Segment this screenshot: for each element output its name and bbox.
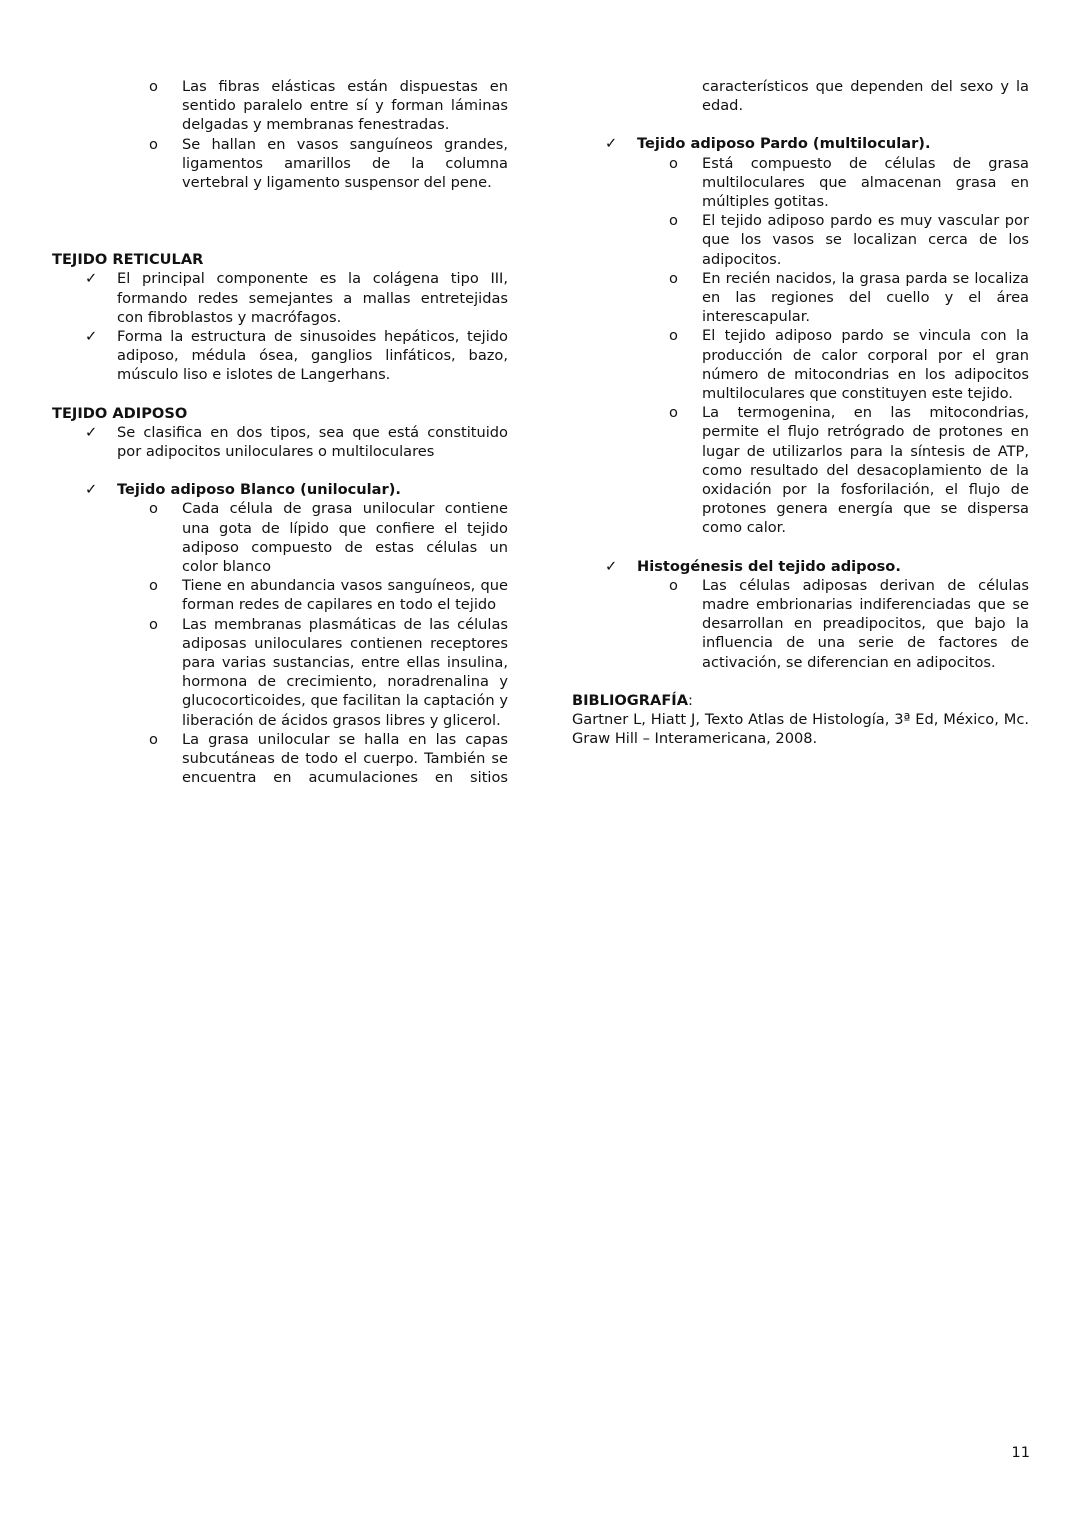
list-item-text: La grasa unilocular se halla en las capas subcutáneas de todo el cuerpo. También se encuentra en acumulaciones en sitios — [182, 730, 508, 787]
list-item-text: Las células adiposas derivan de células madre embrionarias indiferenciadas que se desarrollan en preadipocitos, que bajo la influencia de una serie de factores de activación, se diferencian en adipocitos. — [702, 576, 1029, 671]
circle-bullet-icon: o — [149, 78, 158, 95]
list-item-text: Las fibras elásticas están dispuestas en sentido paralelo entre sí y forman láminas delgadas y membranas fenestradas. — [182, 78, 508, 134]
section-heading-adiposo: TEJIDO ADIPOSO — [52, 404, 188, 422]
check-bullet-icon: ✓ — [605, 135, 618, 153]
list-item-text: Se hallan en vasos sanguíneos grandes, ligamentos amarillos de la columna vertebral y ligamento suspensor del pene. — [182, 135, 508, 192]
check-bullet-icon: ✓ — [85, 270, 98, 288]
list-item — [52, 77, 508, 135]
list-item — [52, 499, 508, 576]
subsection-heading-pardo — [572, 134, 1029, 153]
list-item-text: Se clasifica en dos tipos, sea que está constituido por adipocitos uniloculares o multiloculares — [117, 423, 508, 461]
list-item-text: Está compuesto de células de grasa multiloculares que almacenan grasa en múltiples gotitas. — [702, 154, 1029, 211]
check-bullet-icon: ✓ — [85, 328, 98, 346]
page-number: 11 — [1011, 1444, 1030, 1461]
list-item-text: En recién nacidos, la grasa parda se localiza en las regiones del cuello y el área interescapular. — [702, 269, 1029, 326]
list-item — [52, 615, 508, 730]
subsection-title: Histogénesis del tejido adiposo. — [637, 557, 901, 575]
right-column — [572, 77, 1029, 749]
list-item — [52, 327, 508, 385]
list-item-text: Forma la estructura de sinusoides hepáticos, tejido adiposo, médula ósea, ganglios linfáticos, bazo, músculo liso e islotes de Langerhans. — [117, 328, 508, 384]
bibliography-title: BIBLIOGRAFÍA — [572, 691, 689, 709]
circle-bullet-icon: o — [669, 404, 678, 422]
section-heading-reticular: TEJIDO RETICULAR — [52, 251, 204, 269]
circle-bullet-icon: o — [149, 615, 158, 633]
circle-bullet-icon: o — [669, 269, 678, 287]
subsection-heading-histogenesis — [572, 557, 1029, 576]
list-item-text: El tejido adiposo pardo es muy vascular por que los vasos se localizan cerca de los adipocitos. — [702, 212, 1029, 268]
subsection-title: Tejido adiposo Blanco (unilocular). — [117, 481, 401, 499]
circle-bullet-icon: o — [669, 212, 678, 230]
list-item — [52, 135, 508, 193]
list-item — [52, 576, 508, 614]
list-item — [572, 403, 1029, 537]
list-item — [572, 326, 1029, 403]
list-item-text: El principal componente es la colágena tipo III, formando redes semejantes a mallas entretejidas con fibroblastos y macrófagos. — [117, 270, 508, 326]
list-item — [572, 576, 1029, 672]
circle-bullet-icon: o — [669, 576, 678, 594]
check-bullet-icon: ✓ — [605, 557, 618, 575]
list-item-text: Las membranas plasmáticas de las células adiposas uniloculares contienen receptores para varias sustancias, entre ellas insulina, hormona de crecimiento, noradrenalina y glucocorticoides, que facilitan la captación y liberación de ácidos grasos libres y glicerol. — [182, 615, 508, 729]
check-bullet-icon: ✓ — [85, 423, 98, 441]
list-item — [52, 730, 508, 788]
left-column — [52, 77, 508, 788]
list-item — [52, 423, 508, 461]
list-item-text: característicos que dependen del sexo y la edad. — [702, 78, 1029, 115]
circle-bullet-icon: o — [149, 500, 158, 518]
circle-bullet-icon: o — [669, 154, 678, 172]
circle-bullet-icon: o — [149, 577, 158, 595]
circle-bullet-icon: o — [669, 327, 678, 345]
list-item — [572, 211, 1029, 269]
list-item — [572, 269, 1029, 327]
list-item-text: El tejido adiposo pardo se vincula con la producción de calor corporal por el gran número de mitocondrias en los adipocitos multiloculares que constituyen este tejido. — [702, 327, 1029, 403]
circle-bullet-icon: o — [149, 135, 158, 153]
list-item-continuation — [572, 77, 1029, 115]
list-item-text: Tiene en abundancia vasos sanguíneos, que forman redes de capilares en todo el tejido — [182, 577, 508, 614]
circle-bullet-icon: o — [149, 730, 158, 748]
check-bullet-icon: ✓ — [85, 481, 98, 499]
subsection-title: Tejido adiposo Pardo (multilocular). — [637, 135, 931, 153]
subsection-heading-blanco — [52, 480, 508, 499]
list-item — [572, 154, 1029, 212]
bibliography-entry: Gartner L, Hiatt J, Texto Atlas de Histología, 3ª Ed, México, Mc. Graw Hill – Interamericana, 2008. — [572, 711, 1029, 748]
list-item-text: Cada célula de grasa unilocular contiene una gota de lípido que confiere el tejido adiposo compuesto de estas células un color blanco — [182, 500, 508, 576]
bibliography-heading — [572, 691, 1029, 710]
list-item — [52, 269, 508, 327]
bibliography-colon: : — [688, 691, 693, 709]
list-item-text: La termogenina, en las mitocondrias, permite el flujo retrógrado de protones en lugar de utilizarlos para la síntesis de ATP, como resultado del desacoplamiento de la oxidación por la fosforilación, el flujo de protones genera energía que se dispersa como calor. — [702, 404, 1029, 537]
